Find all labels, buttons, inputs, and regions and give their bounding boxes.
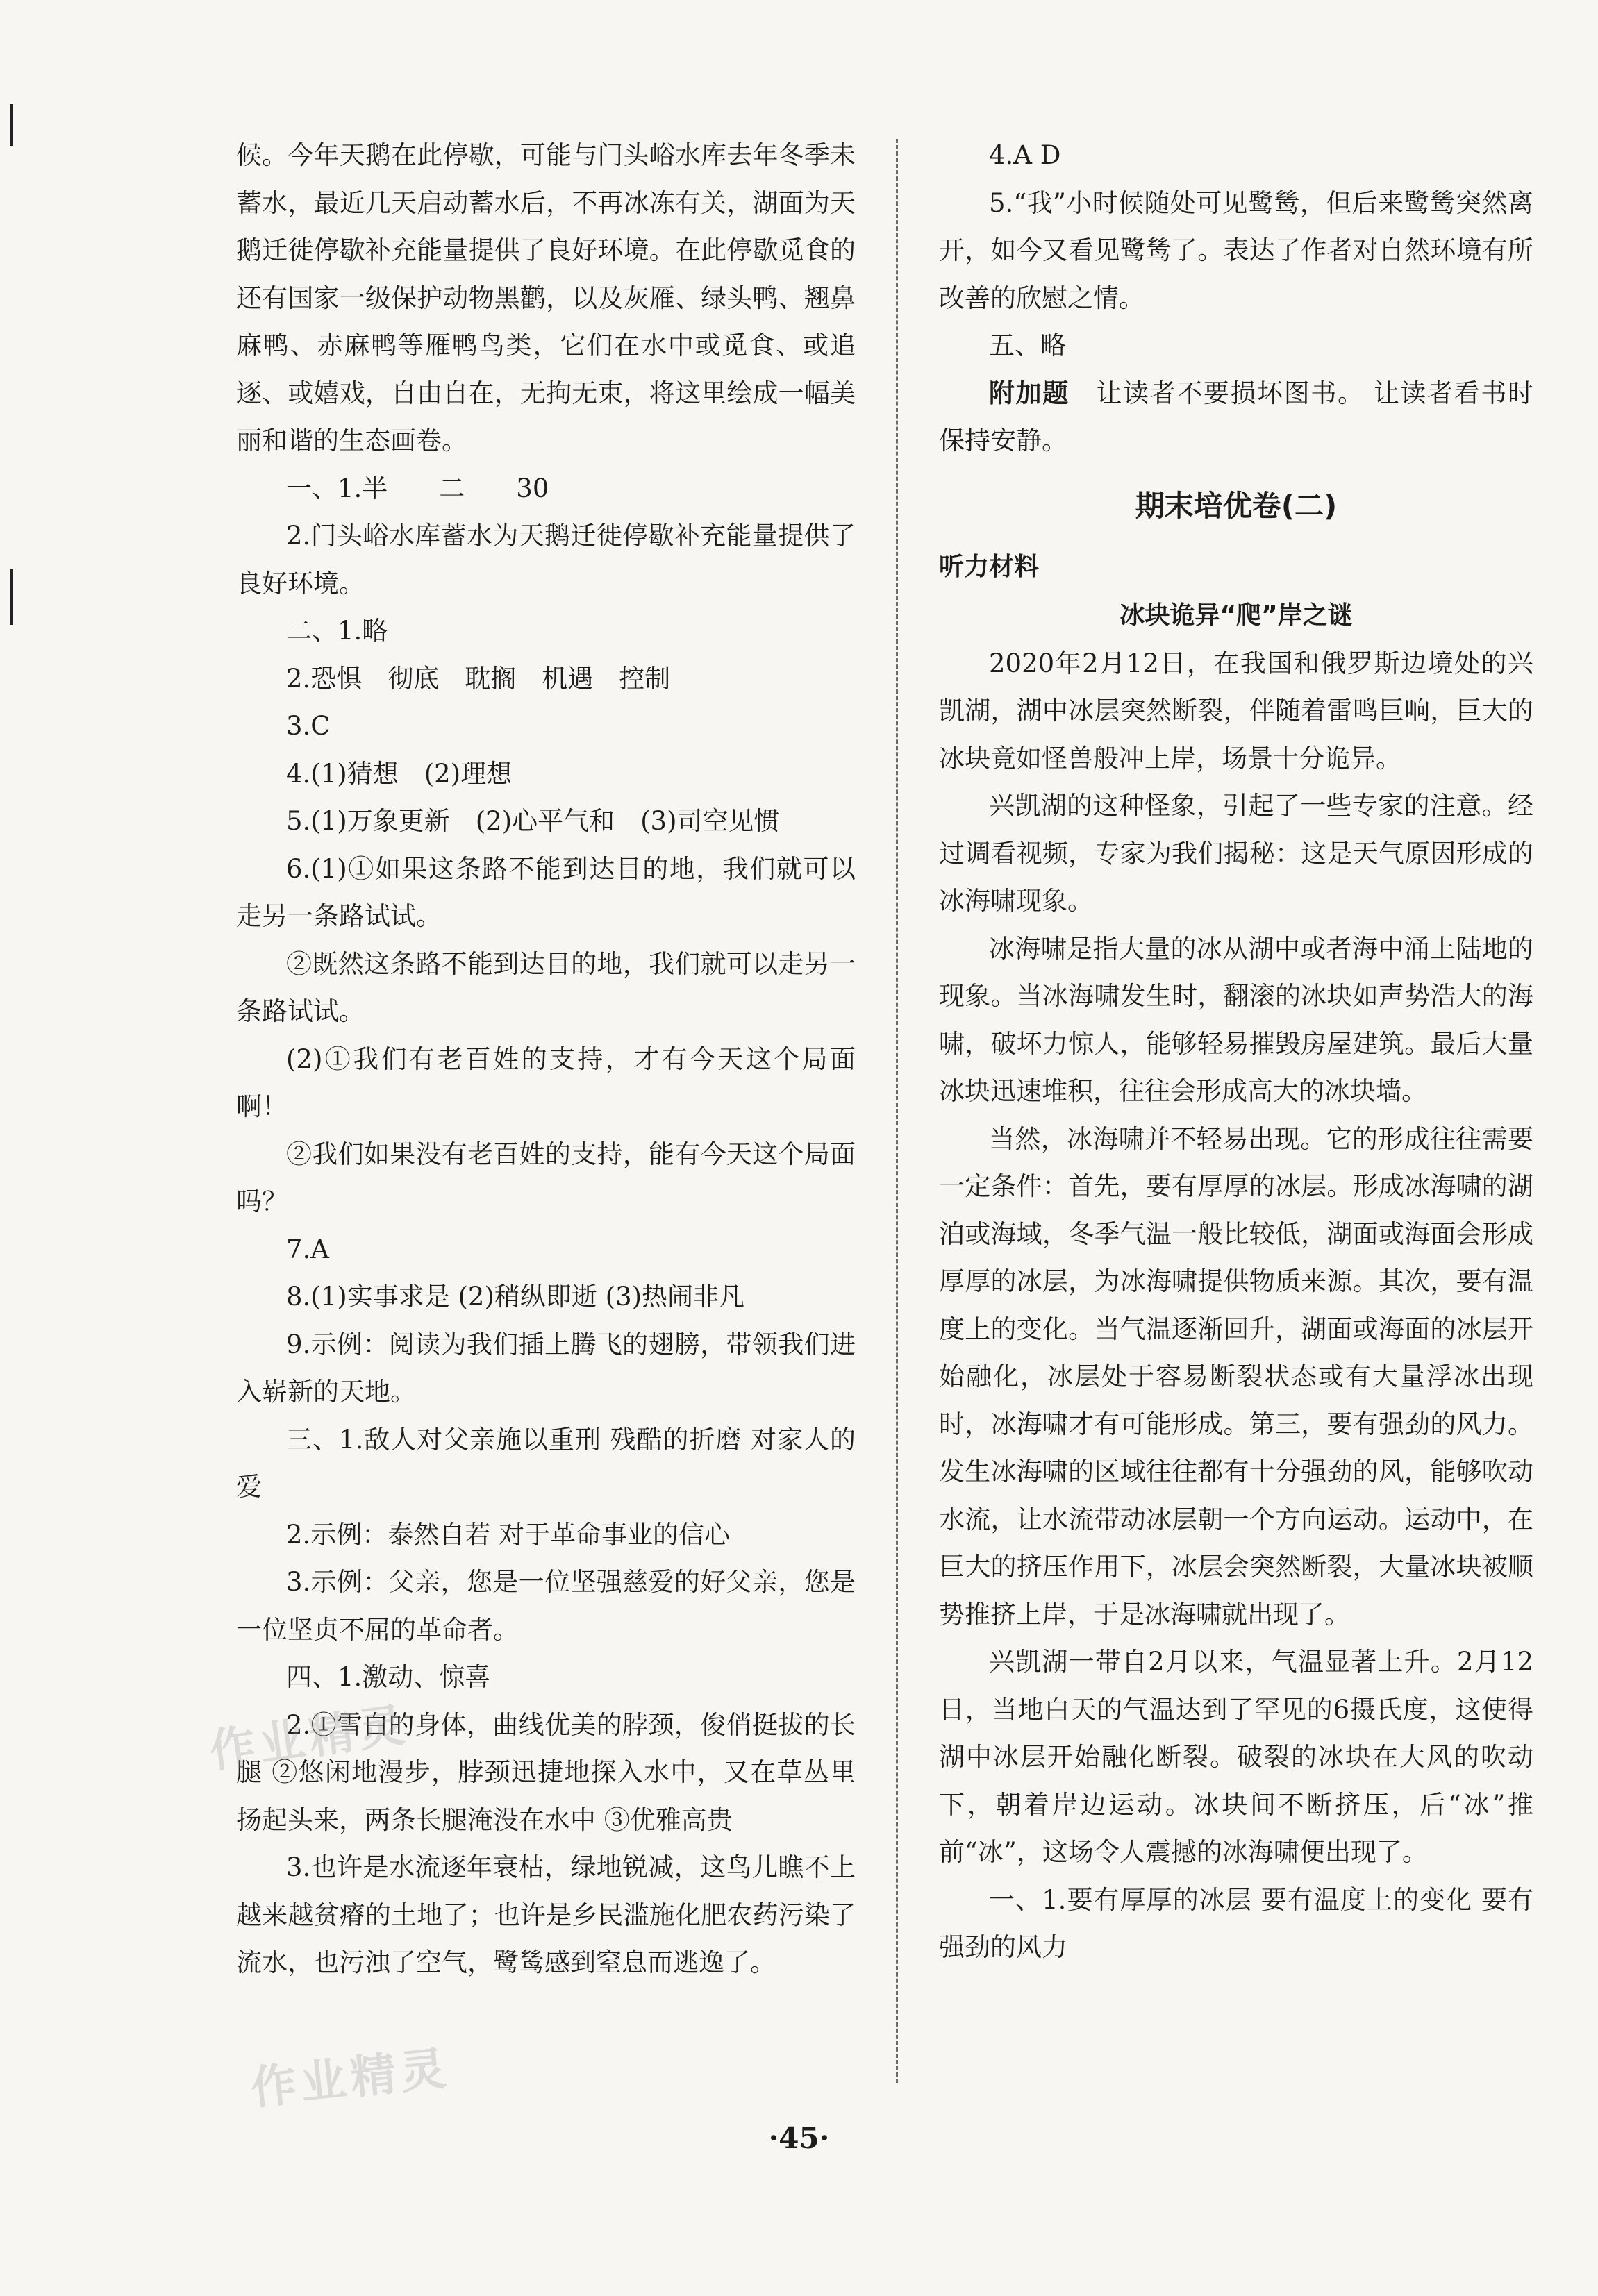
watermark: 作业精灵 (248, 2041, 453, 2115)
answer-line: 3.也许是水流逐年衰枯，绿地锐减，这鸟儿瞧不上越来越贫瘠的土地了；也许是乡民滥施化肥农药污染了流水，也污浊了空气，鹭鸶感到窒息而逃逸了。 (236, 1852, 856, 1977)
answer-line: 3.C (286, 711, 331, 741)
answer-line: 5.“我”小时候随处可见鹭鸶，但后来鹭鸶突然离开，如今又看见鹭鸶了。表达了作者对自然环境有所改善的欣慰之情。 (939, 187, 1533, 313)
answer-line: 一、1.要有厚厚的冰层 要有温度上的变化 要有强劲的风力 (939, 1884, 1533, 1962)
passage-continuation: 候。今年天鹅在此停歇，可能与门头峪水库去年冬季未蓄水，最近几天启动蓄水后，不再冰冻有关，湖面为天鹅迁徙停歇补充能量提供了良好环境。在此停歇觅食的还有国家一级保护动物黑鹳，以及灰雁、绿头鸭、翘鼻麻鸭、赤麻鸭等雁鸭鸟类，它们在水中或觅食、或追逐、或嬉戏，自由自在，无拘无束，将这里绘成一幅美丽和谐的生态画卷。 (236, 140, 856, 455)
extra-question (939, 370, 1533, 465)
answer-line: 5.(1)万象更新 (2)心平气和 (3)司空见惯 (286, 806, 780, 836)
answer-line: ②既然这条路不能到达目的地，我们就可以走另一条路试试。 (236, 948, 856, 1026)
article-title: 冰块诡异“爬”岸之谜 (1120, 601, 1353, 630)
article-paragraph: 2020年2月12日，在我国和俄罗斯边境处的兴凯湖，湖中冰层突然断裂，伴随着雷鸣巨响，巨大的冰块竟如怪兽般冲上岸，场景十分诡异。 (939, 648, 1533, 773)
page-number: ·45· (768, 2121, 830, 2155)
answer-line: 2.示例：泰然自若 对于革命事业的信心 (286, 1519, 731, 1550)
answer-line: 2.恐惧 彻底 耽搁 机遇 控制 (286, 663, 671, 694)
answer-line: 4.(1)猜想 (2)理想 (286, 758, 513, 789)
scan-edge-mark (10, 569, 13, 625)
listening-label: 听力材料 (939, 552, 1040, 581)
scan-edge-mark (10, 104, 13, 146)
article-paragraph: 当然，冰海啸并不轻易出现。它的形成往往需要一定条件：首先，要有厚厚的冰层。形成冰海啸的湖泊或海域，冬季气温一般比较低，湖面或海面会形成厚厚的冰层，为冰海啸提供物质来源。其次，要有温度上的变化。当气温逐渐回升，湖面或海面的冰层开始融化，冰层处于容易断裂状态或有大量浮冰出现时，冰海啸才有可能形成。第三，要有强劲的风力。发生冰海啸的区域往往都有十分强劲的风，能够吹动水流，让水流带动冰层朝一个方向运动。运动中，在巨大的挤压作用下，冰层会突然断裂，大量冰块被顺势推挤上岸，于是冰海啸就出现了。 (939, 1123, 1533, 1629)
answer-line: 一、1.半 二 30 (286, 473, 549, 503)
extra-question-answer: 让读者不要损坏图书。 让读者看书时保持安静。 (939, 378, 1534, 455)
answer-line: (2)①我们有老百姓的支持，才有今天这个局面啊！ (236, 1044, 856, 1121)
column-divider (896, 139, 898, 2083)
extra-question-label: 附加题 (989, 378, 1070, 408)
answer-line: 三、1.敌人对父亲施以重刑 残酷的折磨 对家人的爱 (236, 1424, 856, 1502)
answer-line: 3.示例：父亲，您是一位坚强慈爱的好父亲，您是一位坚贞不屈的革命者。 (236, 1567, 856, 1645)
section-title: 期末培优卷(二) (1135, 488, 1338, 523)
article-paragraph: 冰海啸是指大量的冰从湖中或者海中涌上陆地的现象。当冰海啸发生时，翻滚的冰块如声势浩大的海啸，破坏力惊人，能够轻易摧毁房屋建筑。最后大量冰块迅速堆积，往往会形成高大的冰块墙。 (939, 933, 1533, 1106)
answer-line: 8.(1)实事求是 (2)稍纵即逝 (3)热闹非凡 (286, 1282, 745, 1312)
watermark: 作业精灵 (206, 1698, 412, 1779)
answer-line: 4.A D (989, 140, 1061, 170)
answer-line: 6.(1)①如果这条路不能到达目的地，我们就可以走另一条路试试。 (236, 853, 856, 931)
answer-line: ②我们如果没有老百姓的支持，能有今天这个局面吗？ (236, 1139, 856, 1216)
answer-line: 9.示例：阅读为我们插上腾飞的翅膀，带领我们进入崭新的天地。 (236, 1329, 856, 1407)
article-paragraph: 兴凯湖的这种怪象，引起了一些专家的注意。经过调看视频，专家为我们揭秘：这是天气原因形成的冰海啸现象。 (939, 791, 1533, 916)
article-paragraph: 兴凯湖一带自2月以来，气温显著上升。2月12日，当地白天的气温达到了罕见的6摄氏度，这使得湖中冰层开始融化断裂。破裂的冰块在大风的吹动下，朝着岸边运动。冰块间不断挤压，后“冰”推前“冰”，这场令人震撼的冰海啸便出现了。 (939, 1647, 1533, 1867)
answer-line: 五、略 (989, 330, 1066, 360)
right-column (939, 132, 1533, 1972)
answer-line: 2.①雪白的身体，曲线优美的脖颈，俊俏挺拔的长腿 ②悠闲地漫步，脖颈迅捷地探入水中，又在草丛里扬起头来，两条长腿淹没在水中 ③优雅高贵 (236, 1709, 856, 1835)
answer-line: 四、1.激动、惊喜 (286, 1662, 491, 1692)
answer-line: 7.A (286, 1234, 330, 1264)
answer-line: 二、1.略 (286, 616, 388, 646)
answer-line: 2.门头峪水库蓄水为天鹅迁徙停歇补充能量提供了良好环境。 (236, 521, 856, 598)
